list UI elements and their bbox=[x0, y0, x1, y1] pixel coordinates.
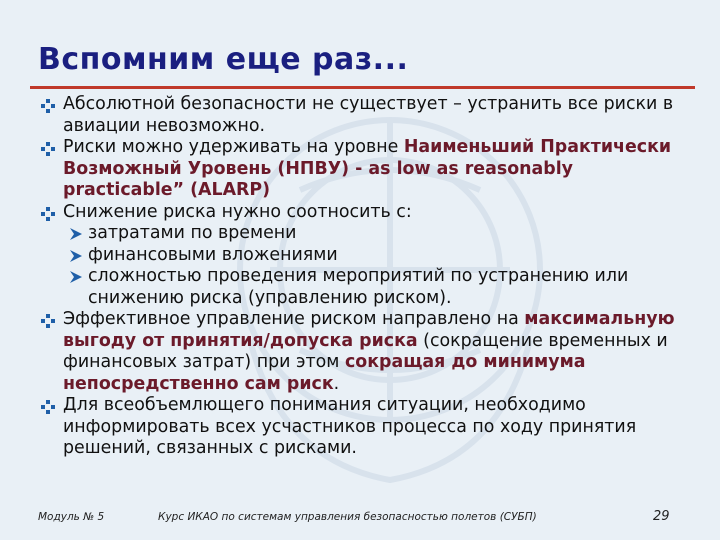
footer-course: Курс ИКАО по системам управления безопасностью полетов (СУБП) bbox=[158, 511, 537, 523]
subbullet-text: затратами по времени bbox=[88, 223, 297, 243]
subbullet-text: сложностью проведения мероприятий по устранению или снижению риска (управлению риском). bbox=[88, 266, 629, 308]
arrow-bullet-icon bbox=[69, 249, 83, 263]
diamond-bullet-icon bbox=[41, 99, 55, 113]
bullet-emphasis: сокращая до минимума непосредственно сам риск bbox=[63, 352, 586, 394]
bullet-text: Абсолютной безопасности не существует – устранить все риски в авиации невозможно. bbox=[63, 94, 674, 136]
bullet-emphasis: максимальную выгоду от принятия/допуска риска bbox=[63, 309, 675, 351]
subbullet-item bbox=[38, 223, 688, 245]
diamond-bullet-icon bbox=[41, 314, 55, 328]
bullet-emphasis: Наименьший Практически Возможный Уровень (НПВУ) - as low as reasonably practicable” (ALARP) bbox=[63, 137, 672, 200]
bullet-item bbox=[38, 202, 688, 224]
bullet-item bbox=[38, 309, 688, 395]
bullet-text: . bbox=[333, 373, 340, 394]
arrow-bullet-icon bbox=[69, 227, 83, 241]
subbullet-item bbox=[38, 266, 688, 309]
slide-body bbox=[38, 94, 688, 460]
diamond-bullet-icon bbox=[41, 207, 55, 221]
subbullet-item bbox=[38, 245, 688, 267]
page-number: 29 bbox=[653, 509, 670, 524]
bullet-text: Снижение риска нужно соотносить с: bbox=[63, 201, 412, 222]
bullet-item bbox=[38, 94, 688, 137]
bullet-text: (сокращение временных и финансовых затрат) при этом bbox=[63, 330, 668, 372]
slide-title: Вспомним еще раз... bbox=[38, 42, 409, 77]
diamond-bullet-icon bbox=[41, 400, 55, 414]
bullet-text: Эффективное управление риском направлено на bbox=[63, 309, 525, 329]
bullet-item bbox=[38, 137, 688, 202]
arrow-bullet-icon bbox=[69, 270, 83, 284]
diamond-bullet-icon bbox=[41, 142, 55, 156]
bullet-text: Для всеобъемлющего понимания ситуации, необходимо информировать всех усчастников процесса по ходу принятия решений, связанных с рисками. bbox=[63, 395, 637, 458]
title-divider bbox=[30, 86, 695, 89]
subbullet-text: финансовыми вложениями bbox=[88, 244, 338, 265]
bullet-item bbox=[38, 395, 688, 460]
footer-module: Модуль № 5 bbox=[38, 511, 105, 523]
bullet-text: Риски можно удерживать на уровне bbox=[63, 137, 404, 157]
